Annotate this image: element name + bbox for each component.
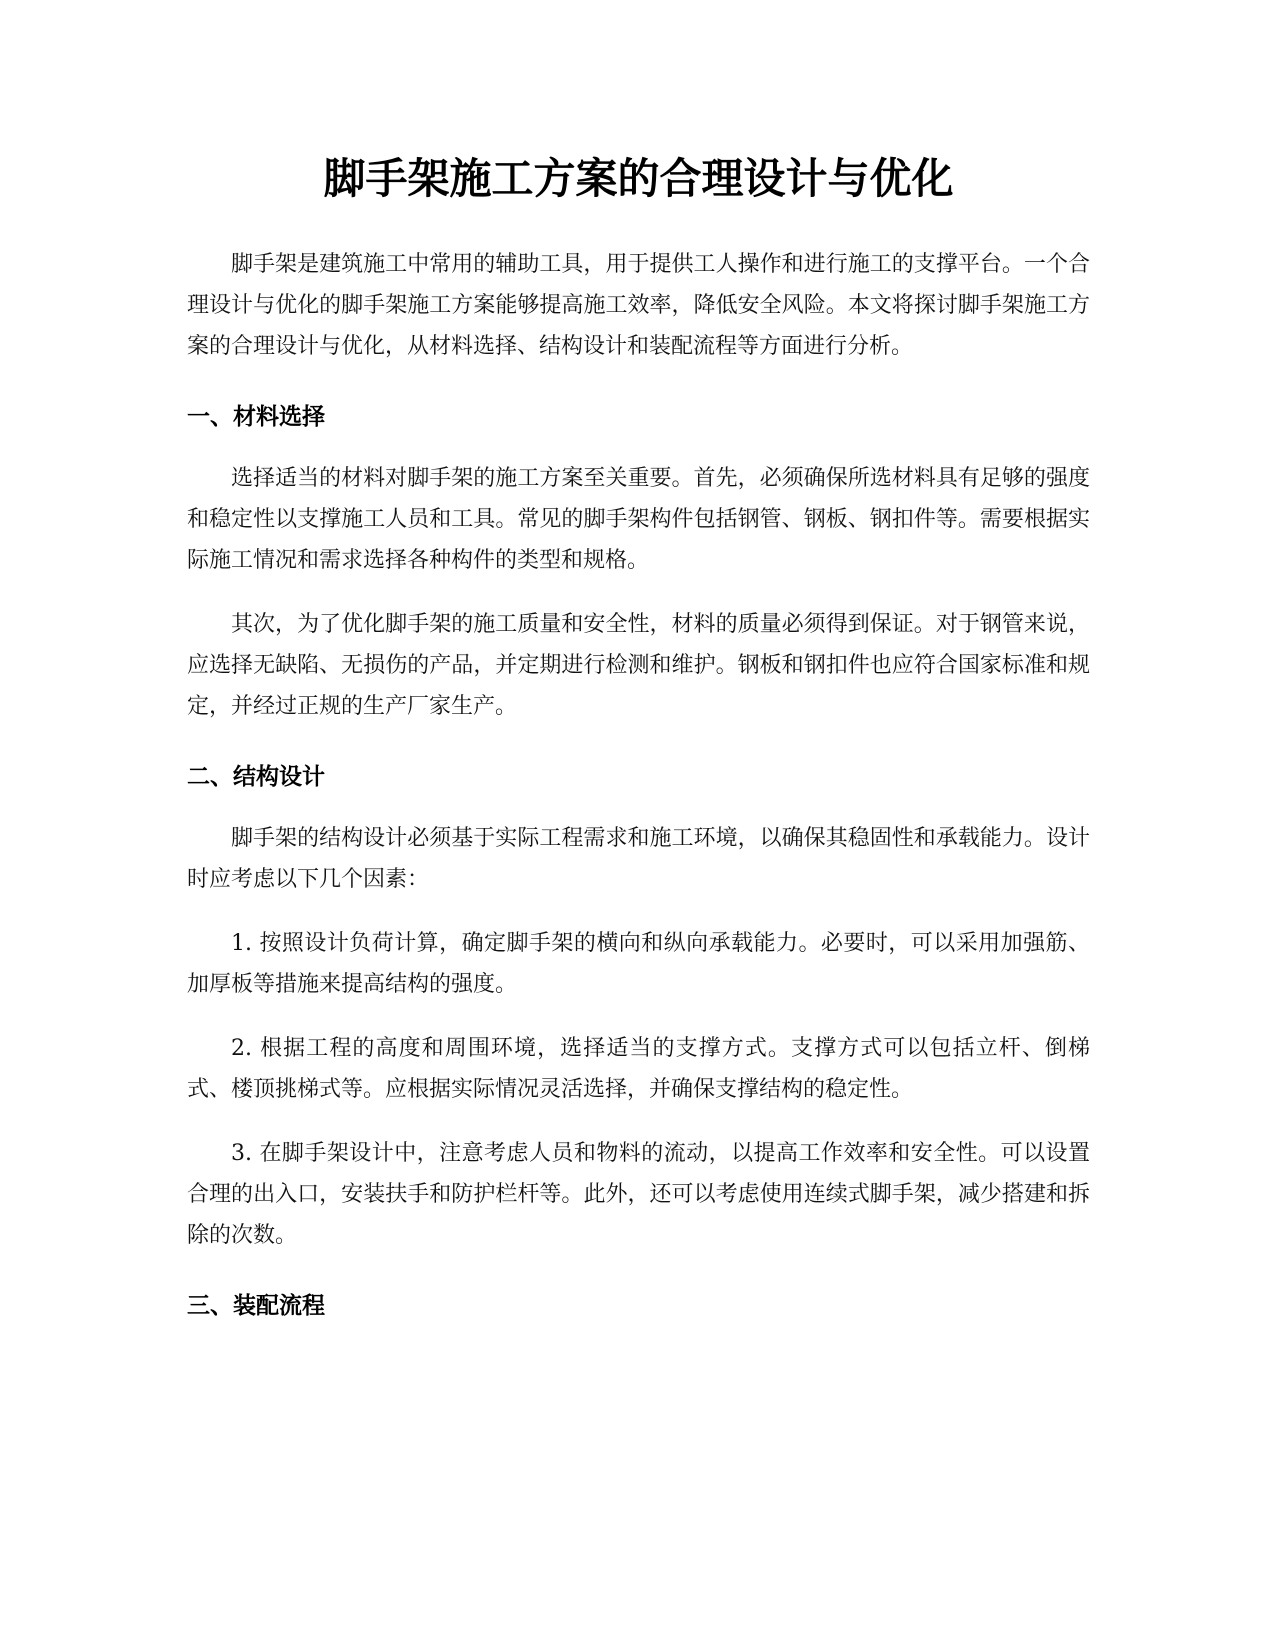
section-heading-structure: 二、结构设计 xyxy=(187,764,325,790)
list-item: 3. 在脚手架设计中，注意考虑人员和物料的流动，以提高工作效率和安全性。可以设置合理的出入口，安装扶手和防护栏杆等。此外，还可以考虑使用连续式脚手架，减少搭建和拆除的次数。 xyxy=(187,1141,1090,1248)
paragraph: 其次，为了优化脚手架的施工质量和安全性，材料的质量必须得到保证。对于钢管来说，应选择无缺陷、无损伤的产品，并定期进行检测和维护。钢板和钢扣件也应符合国家标准和规定，并经过正规的生产厂家生产。 xyxy=(187,612,1090,719)
list-item: 2. 根据工程的高度和周围环境，选择适当的支撑方式。支撑方式可以包括立杆、倒梯式、楼顶挑梯式等。应根据实际情况灵活选择，并确保支撑结构的稳定性。 xyxy=(187,1036,1090,1102)
intro-paragraph: 脚手架是建筑施工中常用的辅助工具，用于提供工人操作和进行施工的支撑平台。一个合理设计与优化的脚手架施工方案能够提高施工效率，降低安全风险。本文将探讨脚手架施工方案的合理设计与优化，从材料选择、结构设计和装配流程等方面进行分析。 xyxy=(187,252,1090,359)
paragraph: 选择适当的材料对脚手架的施工方案至关重要。首先，必须确保所选材料具有足够的强度和稳定性以支撑施工人员和工具。常见的脚手架构件包括钢管、钢板、钢扣件等。需要根据实际施工情况和需求选择各种构件的类型和规格。 xyxy=(187,466,1090,573)
section-heading-assembly: 三、装配流程 xyxy=(187,1293,325,1319)
document-body xyxy=(187,150,1090,1347)
section-heading-materials: 一、材料选择 xyxy=(187,404,325,430)
list-item: 1. 按照设计负荷计算，确定脚手架的横向和纵向承载能力。必要时，可以采用加强筋、加厚板等措施来提高结构的强度。 xyxy=(187,931,1090,997)
paragraph: 脚手架的结构设计必须基于实际工程需求和施工环境，以确保其稳固性和承载能力。设计时应考虑以下几个因素： xyxy=(187,826,1090,892)
document-title: 脚手架施工方案的合理设计与优化 xyxy=(323,154,954,203)
